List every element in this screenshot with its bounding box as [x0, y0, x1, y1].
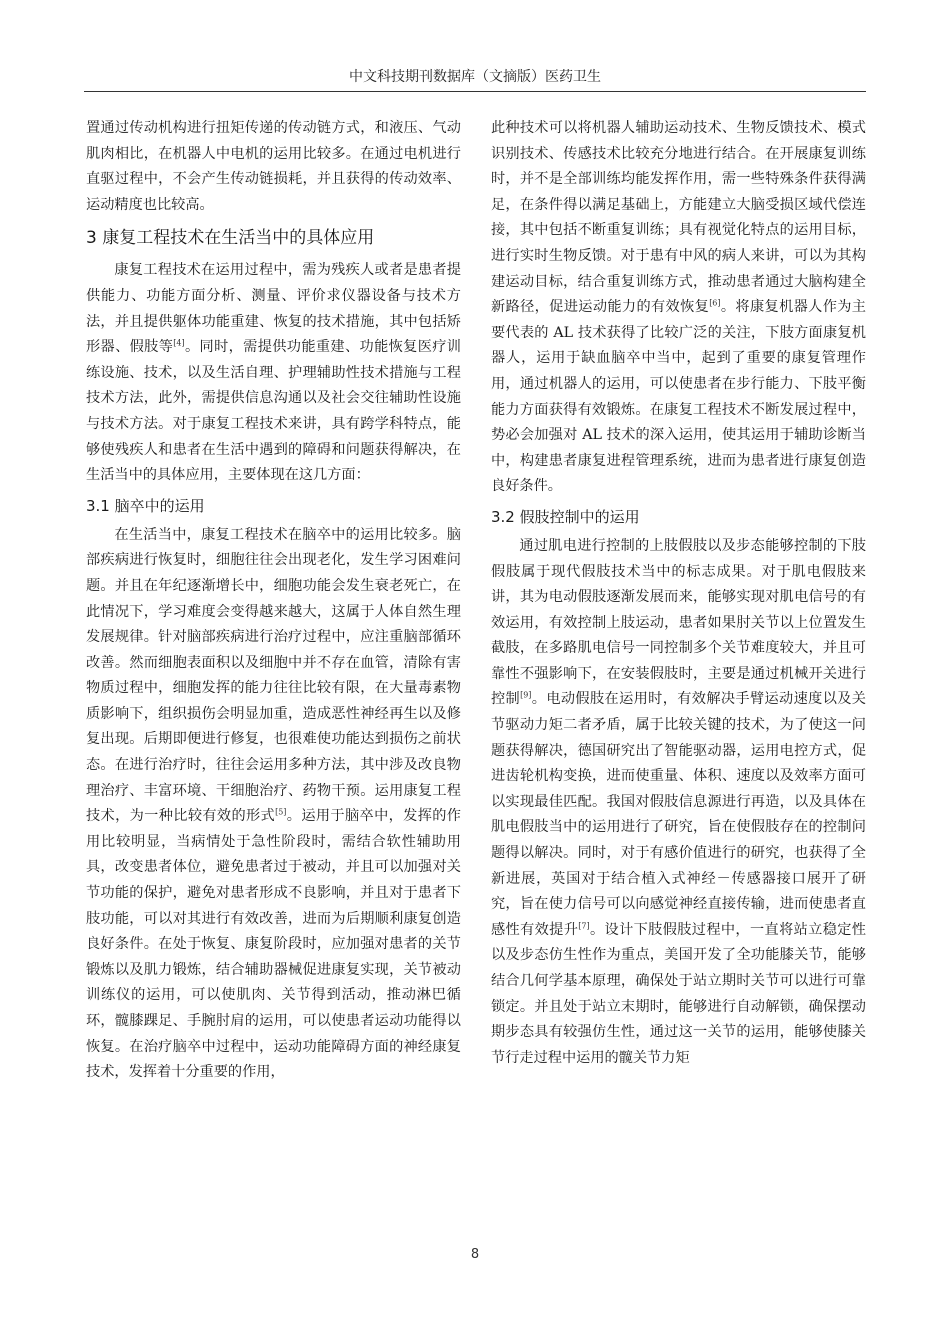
- subsection-heading: 3.2 假肢控制中的运用: [491, 507, 640, 526]
- paragraph: [491, 116, 866, 500]
- citation[interactable]: [6]: [709, 298, 721, 308]
- paragraph-text: 。设计下肢假肢过程中，一直将站立稳定性以及步态仿生性作为重点，美国开发了全功能膝关节，能够结合几何学基本原理，确保处于站立期时关节可以进行可靠锁定。并且处于站立末期时，能够进行自动解锁，确保摆动期步态具有较强仿生性，通过这一关节的运用，能够使膝关节行走过程中运用的髋关节力矩: [491, 921, 866, 1066]
- citation[interactable]: [4]: [173, 338, 185, 348]
- paragraph-text: 。将康复机器人作为主要代表的 AL 技术获得了比较广泛的关注，下肢方面康复机器人，运用于缺血脑卒中当中，起到了重要的康复管理作用，通过机器人的运用，可以使患者在步行能力、下肢平衡能力方面获得有效锻炼。在康复工程技术不断发展过程中，势必会加强对 AL 技术的深入运用，使其运用于辅助诊断当中，构建患者康复进程管理系统，进而为患者进行康复创造良好条件。: [491, 299, 866, 495]
- running-header: 中文科技期刊数据库（文摘版）医药卫生: [349, 69, 601, 85]
- citation[interactable]: [9]: [520, 690, 532, 700]
- paragraph-text: 。电动假肢在运用时，有效解决手臂运动速度以及关节驱动力矩二者矛盾，属于比较关键的技术，为了使这一问题获得解决，德国研究出了智能驱动器，运用电控方式，促进齿轮机构变换，进而使重量、体积、速度以及效率方面可以实现最佳匹配。我国对假肢信息源进行再造，以及具体在肌电假肢当中的运用进行了研究，旨在使假肢存在的控制问题得以解决。同时，对于有感价值进行的研究，也获得了全新进展，英国对于结合植入式神经－传感器接口展开了研究，旨在使力信号可以向感觉神经直接传输，进而使患者直感性有效提升: [491, 691, 866, 938]
- paragraph-text: 通过肌电进行控制的上肢假肢以及步态能够控制的下肢假肢属于现代假肢技术当中的标志成果。对于肌电假肢来讲，其为电动假肢逐渐发展而来，能够实现对肌电信号的有效运用，有效控制上肢运动，患者如果肘关节以上位置发生截肢，在多路肌电信号一同控制多个关节难度较大，并且可靠性不强影响下，在安装假肢时，主要是通过机械开关进行控制: [491, 537, 866, 708]
- paragraph-text: 在生活当中，康复工程技术在脑卒中的运用比较多。脑部疾病进行恢复时，细胞往往会出现老化，发生学习困难问题。并且在年纪逐渐增长中，细胞功能会发生衰老死亡，在此情况下，学习难度会变得越来越大，这属于人体自然生理发展规律。针对脑部疾病进行治疗过程中，应注重脑部循环改善。然而细胞表面积以及细胞中并不存在血管，清除有害物质过程中，细胞发挥的能力往往比较有限，在大量毒素物质影响下，组织损伤会明显加重，造成恶性神经再生以及修复出现。后期即便进行修复，也很难使功能达到损伤之前状态。在进行治疗时，往往会运用多种方法，其中涉及改良物理治疗、丰富环境、干细胞治疗、药物干预。运用康复工程技术，为一种比较有效的形式: [86, 526, 461, 825]
- paragraph-text: 。运用于脑卒中，发挥的作用比较明显，当病情处于急性阶段时，需结合软性辅助用具，改变患者体位，避免患者过于被动，并且可以加强对关节功能的保护，避免对患者形成不良影响，并且对于患者下肢功能，可以对其进行有效改善，进而为后期顺利康复创造良好条件。在处于恢复、康复阶段时，应加强对患者的关节锻炼以及肌力锻炼，结合辅助器械促进康复实现，关节被动训练仪的运用，可以使肌肉、关节得到活动，推动淋巴循环，髋膝踝足、手腕肘肩的运用，可以使患者运动功能得以恢复。在治疗脑卒中过程中，运动功能障碍方面的神经康复技术，发挥着十分重要的作用，: [86, 808, 461, 1081]
- paragraph-text: 。同时，需提供功能重建、功能恢复医疗训练设施、技术，以及生活自理、护理辅助性技术措施与工程技术方法，此外，需提供信息沟通以及社会交往辅助性设施与技术方法。对于康复工程技术来讲，具有跨学科特点，能够使残疾人和患者在生活中遇到的障碍和问题获得解决，在生活当中的具体应用，主要体现在这几方面：: [86, 339, 461, 484]
- page-number: 8: [470, 1247, 480, 1262]
- left-column: [86, 116, 461, 1086]
- citation[interactable]: [7]: [578, 921, 590, 931]
- right-column: [491, 116, 866, 1071]
- paragraph: 置通过传动机构进行扭矩传递的传动链方式，和液压、气动肌肉相比，在机器人中电机的运用比较多。在通过电机进行直驱过程中，不会产生传动链损耗，并且获得的传动效率、运动精度也比较高。: [86, 120, 461, 213]
- header-divider: [84, 91, 866, 92]
- paragraph-text: 康复工程技术在运用过程中，需为残疾人或者是患者提供能力、功能方面分析、测量、评价求仪器设备与技术方法，并且提供躯体功能重建、恢复的技术措施，其中包括矫形器、假肢等: [86, 262, 461, 356]
- paragraph: [86, 258, 461, 488]
- paragraph: [86, 523, 461, 1086]
- citation[interactable]: [5]: [275, 807, 287, 817]
- paragraph-text: 此种技术可以将机器人辅助运动技术、生物反馈技术、模式识别技术、传感技术比较充分地进行结合。在开展康复训练时，并不是全部训练均能发挥作用，需一些特殊条件获得满足，在条件得以满足基础上，方能建立大脑受损区域代偿连接，其中包括不断重复训练；具有视觉化特点的运用目标，进行实时生物反馈。对于患有中风的病人来讲，可以为其构建运动目标，结合重复训练方式，推动患者通过大脑构建全新路径，促进运动能力的有效恢复: [491, 120, 866, 316]
- section-heading: 3 康复工程技术在生活当中的具体应用: [86, 228, 375, 249]
- subsection-heading: 3.1 脑卒中的运用: [86, 496, 205, 515]
- paragraph: [491, 534, 866, 1071]
